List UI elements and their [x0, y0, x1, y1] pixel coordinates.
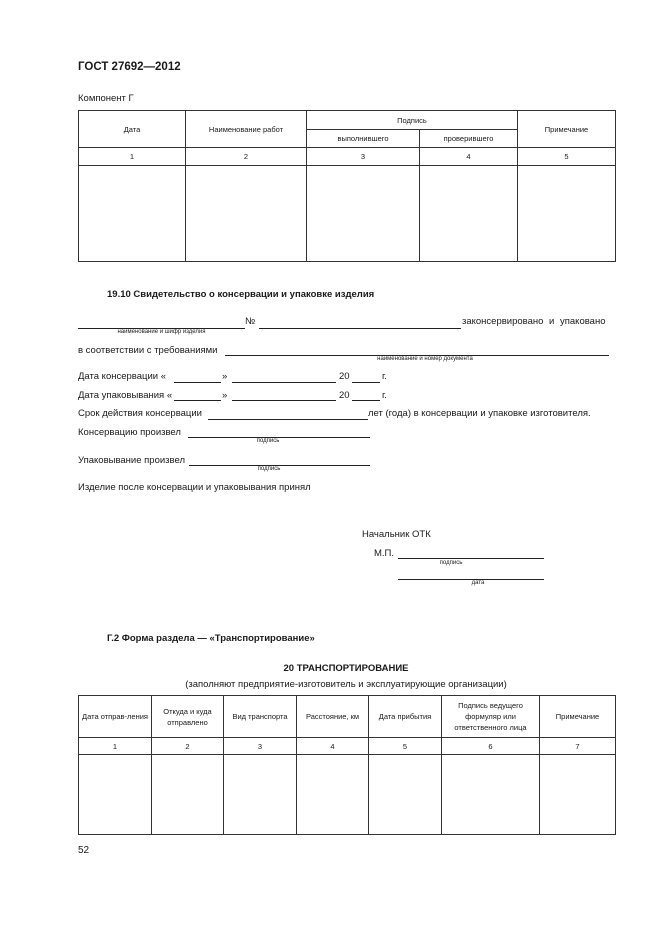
table-cell[interactable]	[79, 755, 152, 835]
section-title-19-10: 19.10 Свидетельство о консервации и упаковке изделия	[107, 289, 375, 300]
year-prefix: 20	[339, 371, 350, 382]
section-title-g2: Г.2 Форма раздела — «Транспортирование»	[107, 633, 315, 644]
year-suffix: г.	[382, 390, 387, 401]
date-packing-day[interactable]	[174, 400, 221, 401]
table-cell[interactable]	[79, 166, 186, 262]
table-cell[interactable]	[224, 755, 297, 835]
date-packing-year[interactable]	[352, 400, 380, 401]
col-header-note: Примечание	[540, 696, 616, 738]
col-number: 5	[369, 738, 442, 755]
component-label: Компонент Г	[78, 93, 134, 104]
preserved-text: законсервировано и упаковано	[462, 316, 606, 327]
col-header-responsible-signature: Подпись ведущего формуляр или ответственного лица	[442, 696, 540, 738]
col-header-date: Дата	[79, 111, 186, 148]
accordance-text: в соответствии с требованиями	[78, 345, 218, 356]
date-preservation-label: Дата консервации «	[78, 371, 166, 382]
col-header-work: Наименование работ	[186, 111, 307, 148]
col-number: 2	[186, 148, 307, 166]
table-cell[interactable]	[442, 755, 540, 835]
preservation-by-label: Консервацию произвел	[78, 427, 181, 438]
table-cell[interactable]	[369, 755, 442, 835]
col-header-checker: проверившего	[420, 130, 518, 148]
table-cell[interactable]	[420, 166, 518, 262]
year-suffix: г.	[382, 371, 387, 382]
col-number: 7	[540, 738, 616, 755]
transport-subtitle: (заполняют предприятие-изготовитель и эксплуатирующие организации)	[185, 679, 507, 690]
table-cell[interactable]	[518, 166, 616, 262]
page-number: 52	[78, 845, 90, 856]
col-number: 3	[224, 738, 297, 755]
caption-signature: подпись	[439, 560, 463, 566]
col-header-distance: Расстояние, км	[297, 696, 369, 738]
document-header: ГОСТ 27692—2012	[78, 61, 181, 73]
col-header-signature: Подпись	[307, 111, 518, 130]
col-header-transport-type: Вид транспорта	[224, 696, 297, 738]
caption-signature: подпись	[256, 438, 280, 444]
table-cell[interactable]	[307, 166, 420, 262]
col-number: 1	[79, 738, 152, 755]
date-preservation-year[interactable]	[352, 382, 380, 383]
product-number-line[interactable]	[259, 328, 461, 329]
caption-signature: подпись	[257, 466, 281, 472]
table-cell[interactable]	[297, 755, 369, 835]
caption-product-name: наименование и шифр изделия	[117, 329, 206, 335]
col-header-note: Примечание	[518, 111, 616, 148]
transport-table	[78, 695, 616, 835]
col-header-arrival-date: Дата прибытия	[369, 696, 442, 738]
date-preservation-day[interactable]	[174, 382, 221, 383]
quote-close: »	[222, 371, 228, 382]
validity-line[interactable]	[208, 419, 368, 420]
stamp-place-label: М.П.	[374, 548, 395, 559]
caption-document: наименование и номер документа	[377, 356, 473, 362]
caption-date: дата	[471, 580, 485, 586]
quote-close: »	[222, 390, 228, 401]
packing-by-label: Упаковывание произвел	[78, 455, 185, 466]
year-prefix: 20	[339, 390, 350, 401]
head-otk-label: Начальник ОТК	[362, 529, 431, 540]
table-cell[interactable]	[186, 166, 307, 262]
col-number: 4	[297, 738, 369, 755]
date-preservation-month[interactable]	[232, 382, 336, 383]
number-sign: №	[245, 316, 256, 327]
col-header-performer: выполнившего	[307, 130, 420, 148]
date-packing-label: Дата упаковывания «	[78, 390, 173, 401]
col-number: 4	[420, 148, 518, 166]
col-number: 5	[518, 148, 616, 166]
col-header-route: Откуда и куда отправлено	[152, 696, 224, 738]
transport-title: 20 ТРАНСПОРТИРОВАНИЕ	[283, 663, 409, 674]
table-cell[interactable]	[540, 755, 616, 835]
table-cell[interactable]	[152, 755, 224, 835]
col-number: 3	[307, 148, 420, 166]
validity-tail: лет (года) в консервации и упаковке изготовителя.	[368, 408, 591, 419]
col-header-departure-date: Дата отправ-ления	[79, 696, 152, 738]
otk-signature-line[interactable]	[398, 558, 544, 559]
col-number: 1	[79, 148, 186, 166]
validity-label: Срок действия консервации	[78, 408, 202, 419]
col-number: 2	[152, 738, 224, 755]
date-packing-month[interactable]	[232, 400, 336, 401]
col-number: 6	[442, 738, 540, 755]
maintenance-table	[78, 110, 616, 262]
accepted-text: Изделие после консервации и упаковывания принял	[78, 482, 311, 493]
